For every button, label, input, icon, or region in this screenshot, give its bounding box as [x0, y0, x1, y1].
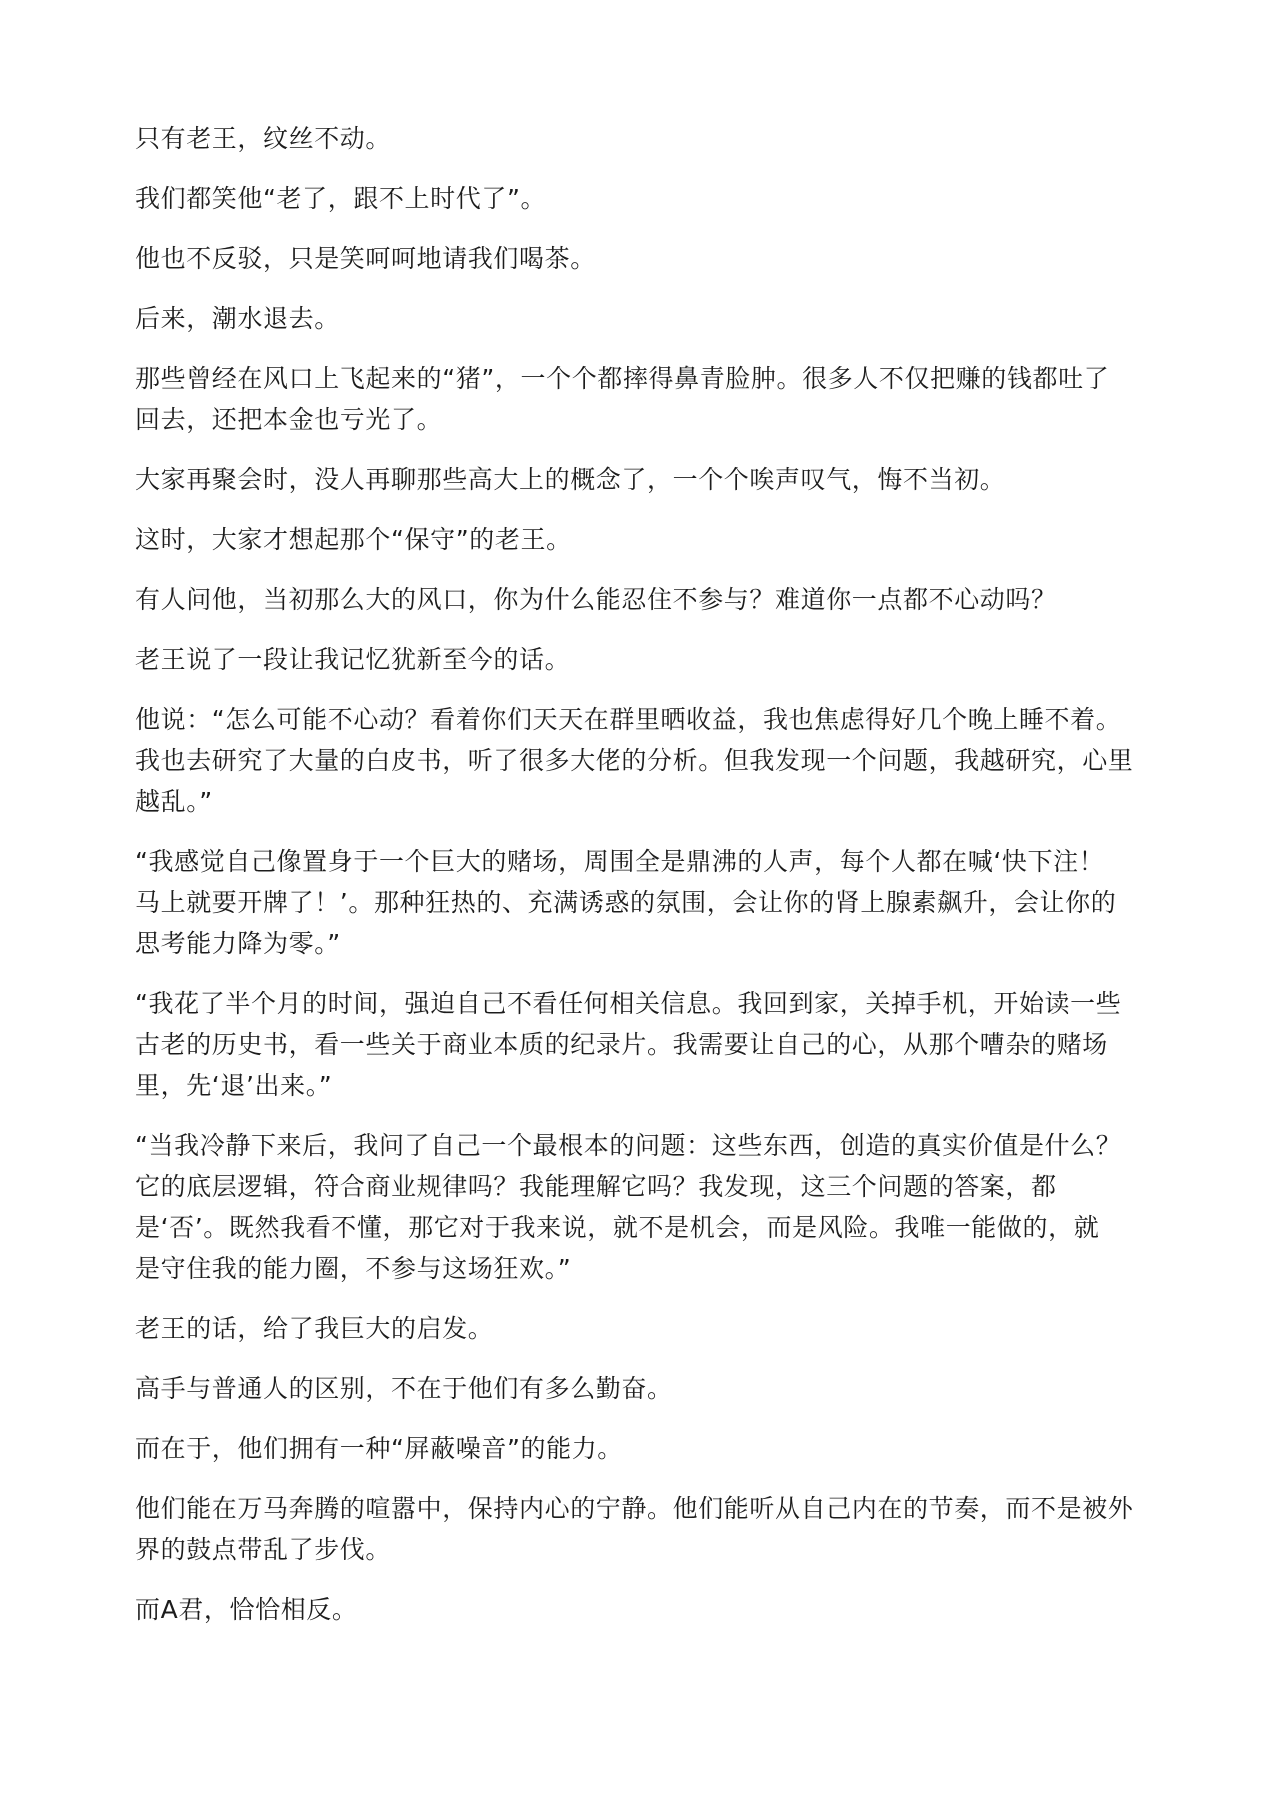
paragraph: 大家再聚会时，没人再聊那些高大上的概念了，一个个唉声叹气，悔不当初。: [135, 465, 1006, 494]
paragraph: 我们都笑他“老了，跟不上时代了”。: [135, 184, 547, 213]
paragraph: “我花了半个月的时间，强迫自己不看任何相关信息。我回到家，关掉手机，开始读一些 古老的历史书，看一些关于商业本质的纪录片。我需要让自己的心，从那个嘈杂的赌场 里，先‘退’出来。”: [135, 989, 1122, 1100]
paragraph: 他说：“怎么可能不心动？看着你们天天在群里晒收益，我也焦虑得好几个晚上睡不着。 我也去研究了大量的白皮书，听了很多大佬的分析。但我发现一个问题，我越研究，心里 越乱。”: [135, 705, 1134, 816]
paragraph: 他们能在万马奔腾的喧嚣中，保持内心的宁静。他们能听从自己内在的节奏，而不是被外 界的鼓点带乱了步伐。: [135, 1494, 1134, 1564]
paragraph: 那些曾经在风口上飞起来的“猪”，一个个都摔得鼻青脸肿。很多人不仅把赚的钱都吐了 回去，还把本金也亏光了。: [135, 364, 1110, 434]
paragraph: 高手与普通人的区别，不在于他们有多么勤奋。: [135, 1374, 673, 1403]
paragraph: 这时，大家才想起那个“保守”的老王。: [135, 525, 572, 554]
paragraph: 有人问他，当初那么大的风口，你为什么能忍住不参与？难道你一点都不心动吗？: [135, 585, 1057, 614]
paragraph: 老王的话，给了我巨大的启发。: [135, 1314, 494, 1343]
paragraph: 只有老王，纹丝不动。: [135, 124, 392, 153]
paragraph: “我感觉自己像置身于一个巨大的赌场，周围全是鼎沸的人声，每个人都在喊‘快下注！ 马上就要开牌了！’。那种狂热的、充满诱惑的氛围，会让你的肾上腺素飙升，会让你的 思考能力降为零。”: [135, 847, 1117, 958]
paragraph: 而A君，恰恰相反。: [135, 1595, 358, 1624]
paragraph: 而在于，他们拥有一种“屏蔽噪音”的能力。: [135, 1434, 623, 1463]
document-page: [135, 118, 1145, 1649]
paragraph: 老王说了一段让我记忆犹新至今的话。: [135, 645, 571, 674]
paragraph: “当我冷静下来后，我问了自己一个最根本的问题：这些东西，创造的真实价值是什么？ 它的底层逻辑，符合商业规律吗？我能理解它吗？我发现，这三个问题的答案，都 是‘否’。既然我看不懂，那它对于我来说，就不是机会，而是风险。我唯一能做的，就 是守住我的能力圈，不参与这场狂欢。”: [135, 1131, 1122, 1283]
paragraph: 他也不反驳，只是笑呵呵地请我们喝茶。: [135, 244, 596, 273]
paragraph: 后来，潮水退去。: [135, 304, 340, 333]
